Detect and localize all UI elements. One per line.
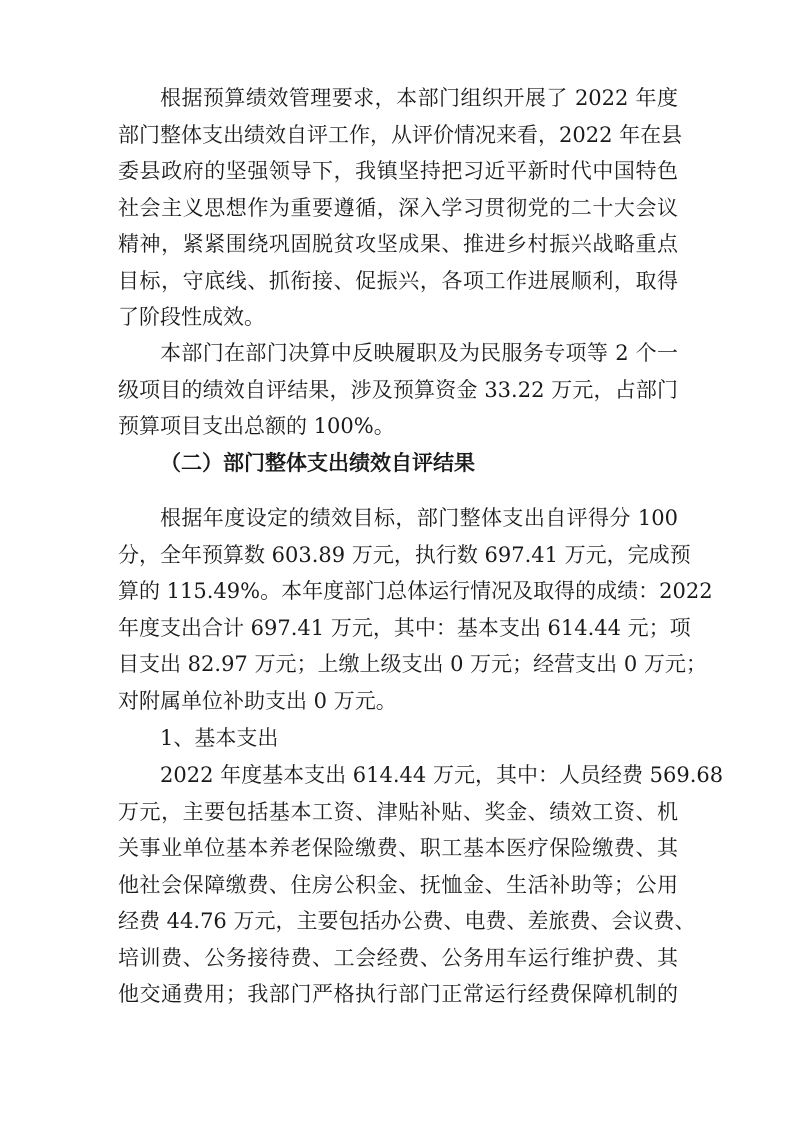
text-line: 部门整体支出绩效自评工作，从评价情况来看，2022 年在县 xyxy=(118,122,683,147)
text-line: 目支出 82.97 万元；上缴上级支出 0 万元；经营支出 0 万元； xyxy=(118,652,707,676)
text-line: 算的 115.49%。本年度部门总体运行情况及取得的成绩：2022 xyxy=(118,579,713,603)
text-line: 他社会保障缴费、住房公积金、抚恤金、生活补助等；公用 xyxy=(118,872,678,897)
paragraph-intro xyxy=(118,80,683,336)
text-line: 预算项目支出总额的 100%。 xyxy=(118,414,395,438)
text-line: 级项目的绩效自评结果，涉及预算资金 33.22 万元，占部门 xyxy=(118,377,678,402)
text-line: 关事业单位基本养老保险缴费、职工基本医疗保险缴费、其 xyxy=(118,836,678,860)
text-line: 根据预算绩效管理要求，本部门组织开展了 2022 年度 xyxy=(160,86,678,110)
text-line: 他交通费用；我部门严格执行部门正常运行经费保障机制的 xyxy=(118,982,678,1006)
section-heading-2 xyxy=(118,445,678,482)
text-line: 培训费、公务接待费、工会经费、公务用车运行维护费、其 xyxy=(118,945,678,970)
text-line: 年度支出合计 697.41 万元，其中：基本支出 614.44 元；项 xyxy=(118,615,691,640)
heading-text: 1、基本支出 xyxy=(160,726,279,750)
paragraph-basic-expenditure xyxy=(118,757,724,1013)
text-line: 根据年度设定的绩效目标，部门整体支出自评得分 100 xyxy=(160,506,678,530)
text-line: 对附属单位补助支出 0 万元。 xyxy=(118,688,397,713)
text-line: 委县政府的坚强领导下，我镇坚持把习近平新时代中国特色 xyxy=(118,159,678,183)
text-line: 了阶段性成效。 xyxy=(118,305,265,329)
text-line: 目标，守底线、抓衔接、促振兴，各项工作进展顺利，取得 xyxy=(118,268,678,293)
paragraph-project-results xyxy=(118,335,678,445)
subsection-heading-basic-expenditure xyxy=(118,720,678,757)
heading-text: （二）部门整体支出绩效自评结果 xyxy=(160,450,475,475)
text-line: 本部门在部门决算中反映履职及为民服务专项等 2 个一 xyxy=(160,341,678,365)
text-line: 精神，紧紧围绕巩固脱贫攻坚成果、推进乡村振兴战略重点 xyxy=(118,232,678,256)
text-line: 社会主义思想作为重要遵循，深入学习贯彻党的二十大会议 xyxy=(118,195,678,220)
text-line: 分，全年预算数 603.89 万元，执行数 697.41 万元，完成预 xyxy=(118,542,691,567)
text-line: 2022 年度基本支出 614.44 万元，其中：人员经费 569.68 xyxy=(160,763,724,787)
paragraph-overall-results xyxy=(118,500,713,719)
text-line: 经费 44.76 万元，主要包括办公费、电费、差旅费、会议费、 xyxy=(118,909,696,933)
text-line: 万元，主要包括基本工资、津贴补贴、奖金、绩效工资、机 xyxy=(118,799,678,824)
